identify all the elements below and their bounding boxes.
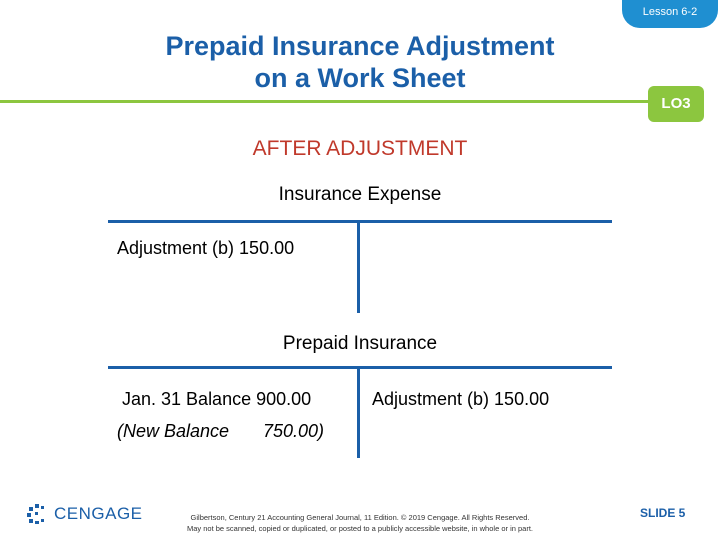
slide-title: [110, 30, 610, 94]
insurance-expense-t-stem: [357, 220, 360, 313]
slide-title-line-1: Prepaid Insurance Adjustment: [165, 31, 555, 61]
insurance-expense-debit-entry: Adjustment (b) 150.00: [117, 238, 295, 258]
slide-number: SLIDE 5: [640, 506, 686, 520]
new-balance-label: (New Balance: [117, 421, 230, 441]
prepaid-insurance-credit-entry: Adjustment (b) 150.00: [372, 389, 550, 409]
new-balance-value: 750.00): [263, 421, 325, 441]
prepaid-insurance-debit-balance: Jan. 31 Balance 900.00: [122, 389, 312, 409]
cengage-logo: [26, 501, 143, 527]
prepaid-insurance-t-stem: [357, 366, 360, 458]
copyright-line-1: Gilbertson, Century 21 Accounting General Journal, 11 Edition. © 2019 Cengage. All Rights Reserved.: [190, 513, 530, 522]
insurance-expense-title: Insurance Expense: [278, 184, 442, 205]
slide-title-line-2: on a Work Sheet: [254, 63, 466, 93]
title-divider: [0, 100, 648, 103]
lesson-tab: Lesson 6-2: [622, 0, 718, 28]
prepaid-insurance-title: Prepaid Insurance: [282, 333, 438, 354]
prepaid-insurance-t-top: [108, 366, 612, 369]
copyright-line-2: May not be scanned, copied or duplicated, or posted to a publicly accessible website, in whole or in part.: [186, 524, 534, 533]
insurance-expense-t-top: [108, 220, 612, 223]
cengage-logo-text: CENGAGE: [54, 504, 143, 523]
learning-objective-badge: LO3: [648, 86, 704, 122]
copyright-notice: [140, 512, 580, 534]
section-heading: AFTER ADJUSTMENT: [252, 137, 468, 160]
cengage-mark-icon: [26, 503, 48, 525]
